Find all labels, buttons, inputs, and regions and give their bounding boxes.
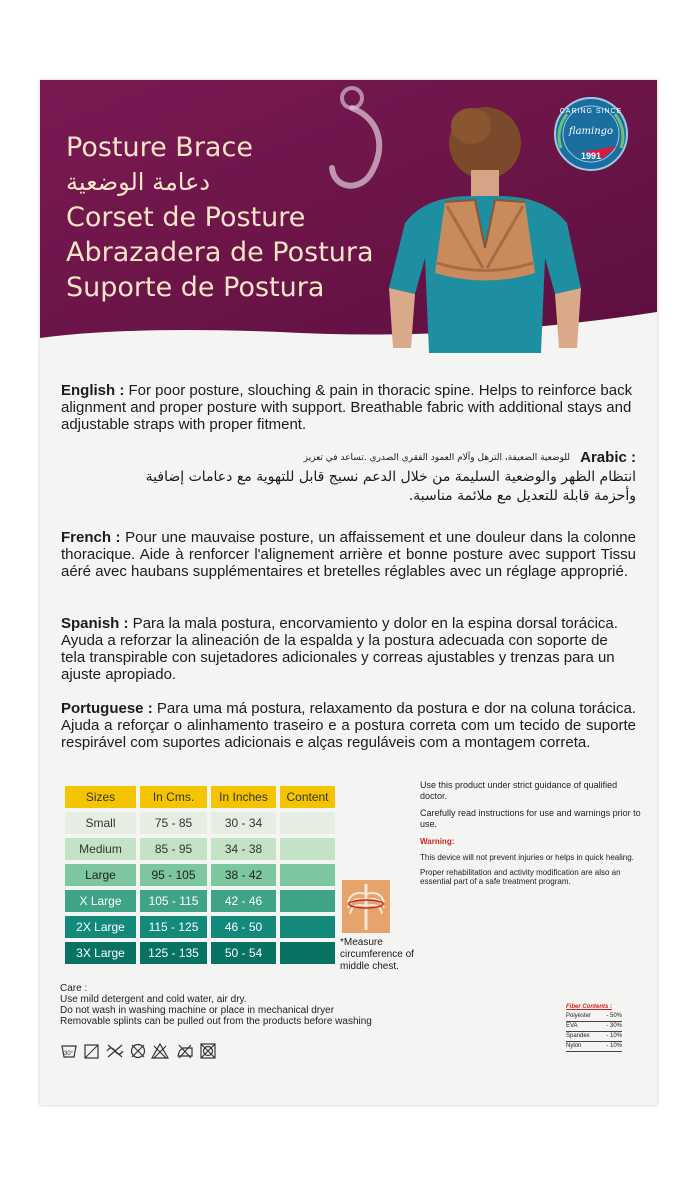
- do-not-bleach-icon: [152, 1044, 168, 1058]
- fiber-row: [566, 1022, 622, 1032]
- size-content-cell: [280, 864, 335, 886]
- size-inches-cell: 34 - 38: [211, 838, 276, 860]
- description-spanish: [61, 615, 636, 683]
- title-arabic: دعامة الوضعية: [66, 168, 211, 196]
- note-guidance: Use this product under strict guidance of qualified doctor.: [420, 780, 618, 801]
- text-arabic-line1: انتظام الظهر والوضعية السليمة من خلال الدعم نسيج قابل للتهوية مع دعامات إضافية: [145, 469, 636, 485]
- measure-note: *Measure circumference of middle chest.: [340, 937, 414, 972]
- size-content-cell: [280, 812, 335, 834]
- size-cms-cell: 75 - 85: [140, 812, 207, 834]
- seal-caption: CARING SINCE: [559, 108, 623, 115]
- seal-text: [553, 96, 629, 172]
- size-row: [65, 864, 335, 886]
- size-content-cell: [280, 942, 335, 964]
- dry-flat-icon: [85, 1045, 98, 1058]
- chest-measure-image: [342, 880, 390, 933]
- description-portuguese: [61, 700, 636, 751]
- size-cms-cell: 95 - 105: [140, 864, 207, 886]
- size-name-cell: Large: [65, 864, 136, 886]
- fiber-percent: - 10%: [606, 1033, 622, 1039]
- header-sizes: Sizes: [65, 786, 136, 808]
- size-inches-cell: 38 - 42: [211, 864, 276, 886]
- size-cms-cell: 125 - 135: [140, 942, 207, 964]
- header-content: Content: [280, 786, 335, 808]
- do-not-tumble-dry-icon: [201, 1044, 215, 1058]
- care-line2: Do not wash in washing machine or place in mechanical dryer: [60, 1005, 335, 1016]
- warning-text: This device will not prevent injuries or helps in quick healing.: [420, 853, 634, 862]
- size-cms-cell: 105 - 115: [140, 890, 207, 912]
- size-row: [65, 916, 335, 938]
- size-content-cell: [280, 916, 335, 938]
- size-row: [65, 812, 335, 834]
- size-inches-cell: 30 - 34: [211, 812, 276, 834]
- label-french: French :: [61, 529, 121, 546]
- size-row: [65, 838, 335, 860]
- title-english: Posture Brace: [66, 132, 253, 163]
- size-cms-cell: 115 - 125: [140, 916, 207, 938]
- fiber-row: [566, 1012, 622, 1022]
- text-portuguese: Para uma má postura, relaxamento da postura e dor na coluna torácica. Ajuda a reforçar o alinhamento traseiro e a postura correta com um tecido de suporte respirável com suportes adicionais e alças reguláveis com a montagem correta.: [61, 700, 636, 751]
- size-name-cell: 3X Large: [65, 942, 136, 964]
- title-french: Corset de Posture: [66, 202, 306, 233]
- care-line3: Removable splints can be pulled out from the products before washing: [60, 1016, 372, 1027]
- size-name-cell: Small: [65, 812, 136, 834]
- text-french: Pour une mauvaise posture, un affaissement et une douleur dans la colonne thoracique. Aide à renforcer l'alignement arrière et bonne posture avec support Tissu aéré avec haubans supplémentaires et bretelles réglables avec un réglage approprié.: [61, 529, 636, 580]
- size-row: [65, 942, 335, 964]
- note-instructions: Carefully read instructions for use and warnings prior to use.: [420, 808, 641, 829]
- fiber-name: Polyester: [566, 1013, 592, 1019]
- care-line1: Use mild detergent and cold water, air dry.: [60, 994, 247, 1005]
- size-name-cell: 2X Large: [65, 916, 136, 938]
- wash-temp-text: 30°: [64, 1051, 74, 1057]
- care-instructions: [60, 983, 372, 1027]
- warning-title: Warning:: [420, 837, 455, 846]
- hand-wash-icon: [62, 1046, 76, 1057]
- fiber-row: [566, 1032, 622, 1042]
- description-english: [61, 382, 636, 433]
- size-content-cell: [280, 838, 335, 860]
- title-spanish: Abrazadera de Postura: [66, 237, 374, 268]
- description-french: [61, 529, 636, 580]
- label-spanish: Spanish :: [61, 615, 129, 632]
- title-portuguese: Suporte de Postura: [66, 272, 325, 303]
- label-english: English :: [61, 382, 125, 399]
- size-chart-header: [65, 786, 335, 808]
- size-name-cell: Medium: [65, 838, 136, 860]
- fiber-contents: [566, 1004, 622, 1052]
- label-portuguese: Portuguese :: [61, 700, 153, 717]
- do-not-wring-icon: [107, 1045, 123, 1057]
- size-inches-cell: 46 - 50: [211, 916, 276, 938]
- fiber-name: Nylon: [566, 1043, 582, 1049]
- label-arabic: Arabic :: [580, 449, 636, 466]
- size-inches-cell: 50 - 54: [211, 942, 276, 964]
- size-name-cell: X Large: [65, 890, 136, 912]
- note-rehab: Proper rehabilitation and activity modification are also an essential part of a safe treatment program.: [420, 868, 621, 886]
- header-inches: In Inches: [211, 786, 276, 808]
- size-content-cell: [280, 890, 335, 912]
- fiber-percent: - 50%: [606, 1013, 622, 1019]
- fiber-row: [566, 1042, 622, 1052]
- header-cms: In Cms.: [140, 786, 207, 808]
- size-inches-cell: 42 - 46: [211, 890, 276, 912]
- text-arabic-line2: وأحزمة قابلة للتعديل مع ملائمة مناسبة.: [408, 488, 636, 504]
- fiber-name: EVA: [566, 1023, 578, 1029]
- do-not-iron-icon: [178, 1045, 192, 1058]
- size-chart-table: [61, 782, 339, 968]
- brand-name: flamingo: [568, 126, 614, 137]
- product-titles: [66, 130, 374, 305]
- text-english: For poor posture, slouching & pain in thoracic spine. Helps to reinforce back alignment and proper posture with support. Breathable fabric with additional stays and adjustable straps with proper fitment.: [61, 382, 633, 433]
- size-cms-cell: 85 - 95: [140, 838, 207, 860]
- fiber-title: Fiber Contents :: [566, 1004, 612, 1010]
- do-not-dryclean-icon: [132, 1045, 145, 1058]
- size-row: [65, 890, 335, 912]
- seal-year: 1991: [580, 151, 602, 161]
- text-arabic-small: للوضعية الضعيفة، الترهل وآلام العمود الفقري الصدري .تساعد في تعزيز: [303, 453, 570, 463]
- care-title: Care :: [60, 983, 88, 994]
- product-box-back: [40, 80, 657, 1105]
- fiber-percent: - 10%: [606, 1043, 622, 1049]
- fiber-name: Spandex: [566, 1033, 590, 1039]
- text-spanish: Para la mala postura, encorvamiento y dolor en la espina dorsal torácica. Ayuda a reforzar la alineación de la espalda y la postura adecuada con soporte de tela transpirable con sujetadores adicionales y correas ajustables y trenzas para un ajuste apropiado.: [61, 615, 618, 683]
- fiber-percent: - 30%: [606, 1023, 622, 1029]
- care-symbols: [60, 1042, 230, 1060]
- usage-notes: [420, 780, 645, 892]
